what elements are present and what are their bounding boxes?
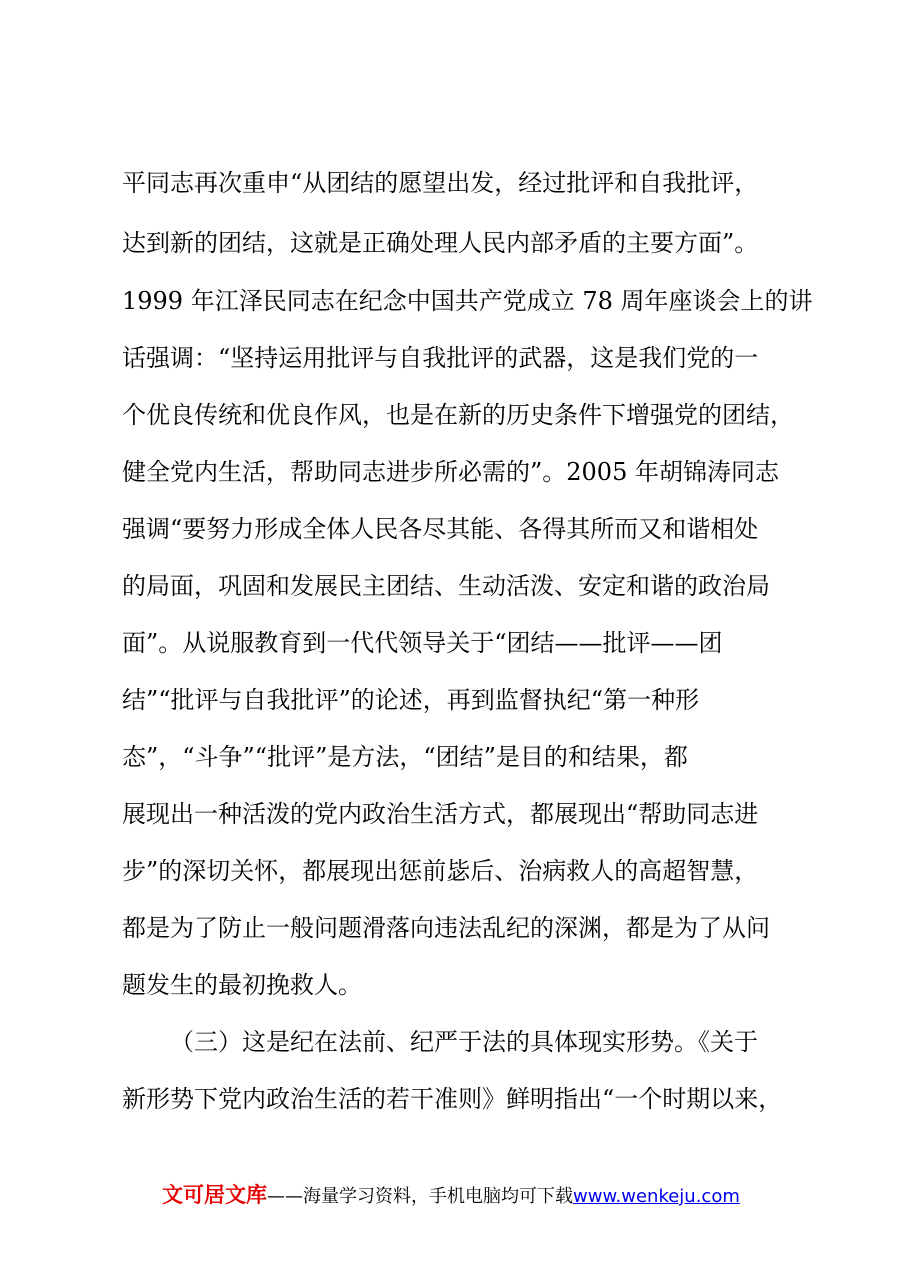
text-line: 态”，“斗争”“批评”是方法，“团结”是目的和结果，都 xyxy=(122,743,688,771)
text-line: 强调“要努力形成全体人民各尽其能、各得其所而又和谐相处 xyxy=(122,515,759,543)
text-line: 达到新的团结，这就是正确处理人民内部矛盾的主要方面”。 xyxy=(122,229,759,257)
website-link[interactable]: www.wenkeju.com xyxy=(573,1186,740,1207)
text-line: 健全党内生活，帮助同志进步所必需的”。2005 年胡锦涛同志 xyxy=(122,458,779,486)
text-line: 步”的深切关怀，都展现出惩前毖后、治病救人的高超智慧， xyxy=(122,857,759,885)
text-line: 话强调：“坚持运用批评与自我批评的武器，这是我们党的一 xyxy=(122,344,759,372)
text-line: 1999 年江泽民同志在纪念中国共产党成立 78 周年座谈会上的讲 xyxy=(122,287,813,315)
footer-tagline: ——海量学习资料，手机电脑均可下载 xyxy=(267,1186,573,1207)
section-heading-line: （三）这是纪在法前、纪严于法的具体现实形势。《关于 xyxy=(170,1028,758,1056)
text-line: 个优良传统和优良作风，也是在新的历史条件下增强党的团结， xyxy=(122,401,794,429)
text-line: 面”。从说服教育到一代代领导关于“团结——批评——团 xyxy=(122,629,723,657)
text-line: 平同志再次重申“从团结的愿望出发，经过批评和自我批评， xyxy=(122,169,759,197)
text-line: 都是为了防止一般问题滑落向违法乱纪的深渊，都是为了从问 xyxy=(122,914,770,942)
brand-name: 文可居文库 xyxy=(162,1183,267,1207)
text-line: 新形势下党内政治生活的若干准则》鲜明指出“一个时期以来， xyxy=(122,1085,783,1113)
text-line: 展现出一种活泼的党内政治生活方式，都展现出“帮助同志进 xyxy=(122,800,759,828)
footer-banner xyxy=(162,1182,740,1210)
text-line: 结”“批评与自我批评”的论述，再到监督执纪“第一种形 xyxy=(122,686,700,714)
text-line: 的局面，巩固和发展民主团结、生动活泼、安定和谐的政治局 xyxy=(122,572,770,600)
text-line: 题发生的最初挽救人。 xyxy=(122,971,362,999)
